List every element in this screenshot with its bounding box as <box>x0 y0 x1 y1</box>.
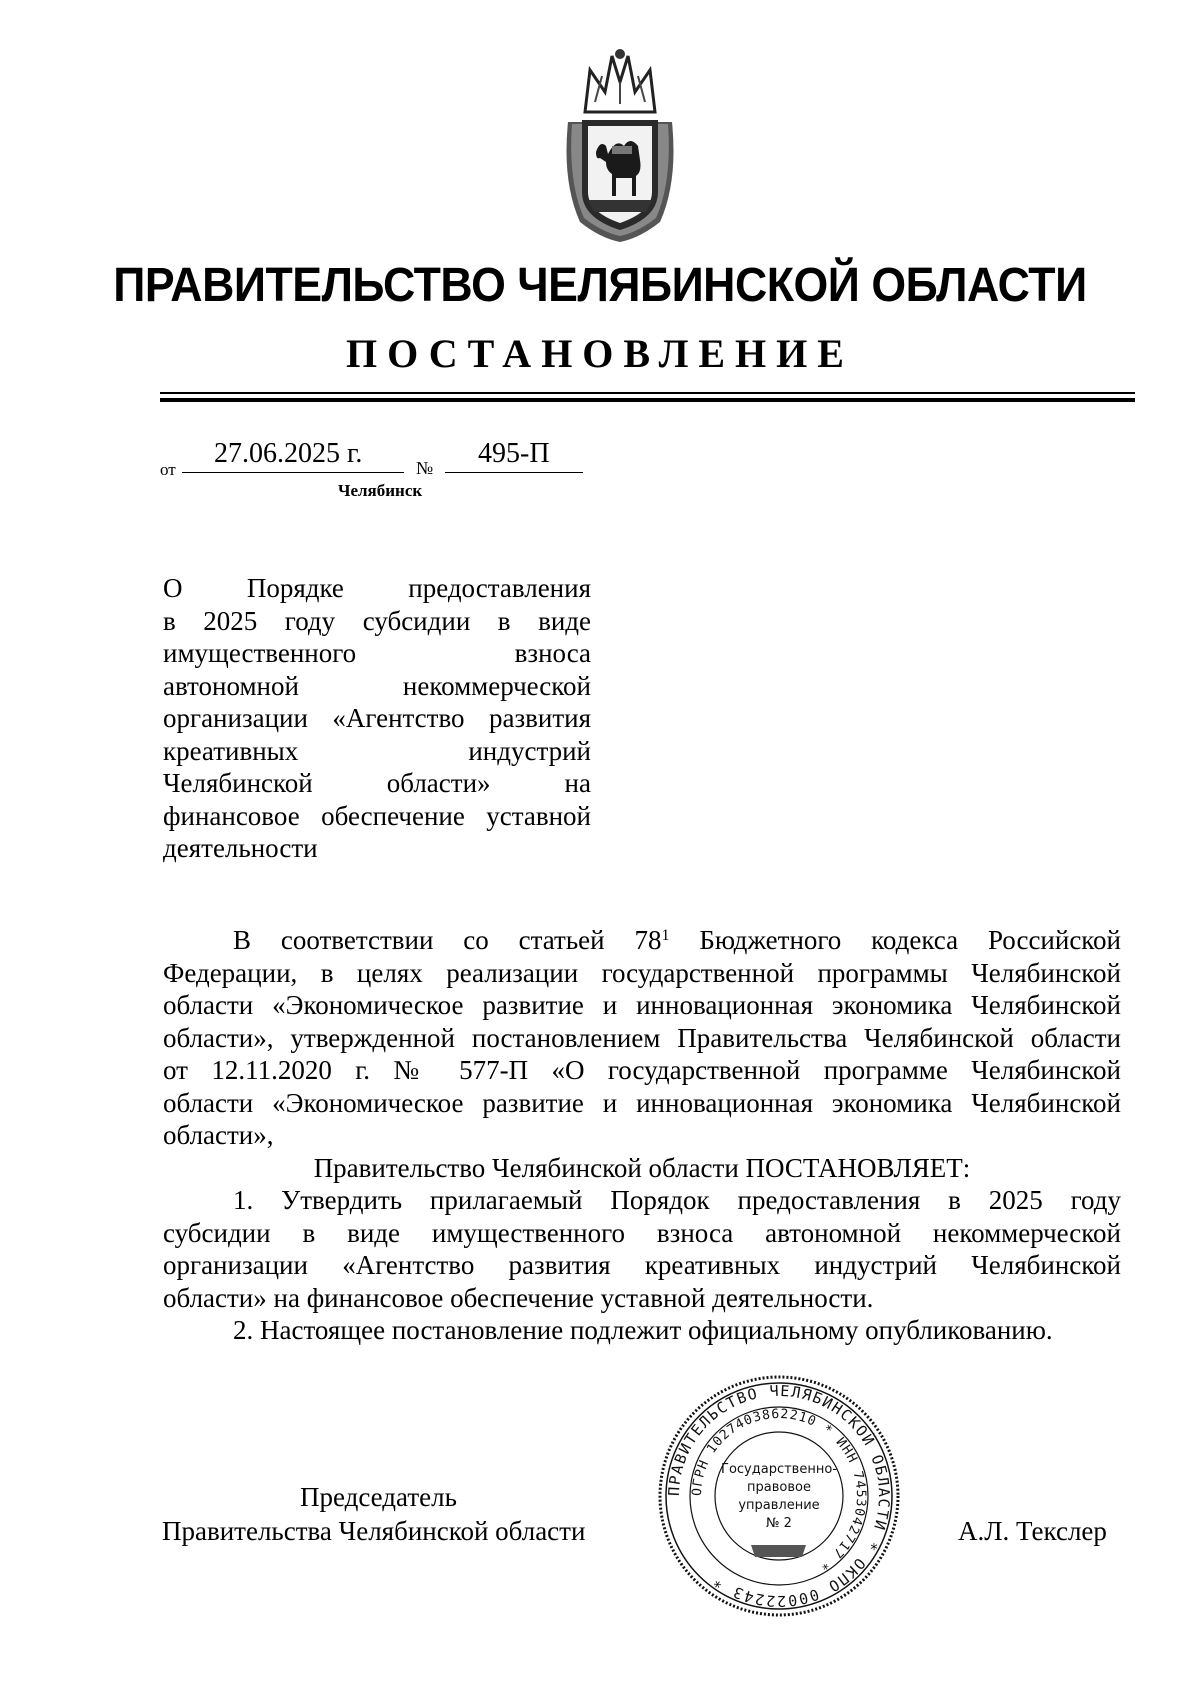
subject-line: финансовое обеспечение уставной <box>163 800 591 831</box>
body-line: области «Экономическое развитие и инновационная экономика Челябинской <box>163 990 1121 1020</box>
subject-line: в 2025 году субсидии в виде <box>163 605 591 636</box>
government-title: ПРАВИТЕЛЬСТВО ЧЕЛЯБИНСКОЙ ОБЛАСТИ <box>113 259 1087 312</box>
svg-text:№ 2: № 2 <box>766 1516 792 1531</box>
subject-line: организации «Агентство развития <box>163 703 591 733</box>
date-from-label: от <box>160 460 176 479</box>
body-line: области», утвержденной постановлением Правительства Челябинской области <box>163 1022 1121 1053</box>
coat-of-arms-emblem <box>560 42 680 242</box>
subject-line: автономной некоммерческой <box>163 670 591 701</box>
body-line: области», <box>163 1120 274 1150</box>
subject-line: О Порядке предоставления <box>163 573 591 603</box>
svg-text:управление: управление <box>738 1498 820 1513</box>
subject-line: имущественного взноса <box>163 638 591 668</box>
svg-text:ПРАВИТЕЛЬСТВО ЧЕЛЯБИНСКОЙ ОБЛА: ПРАВИТЕЛЬСТВО ЧЕЛЯБИНСКОЙ ОБЛАСТИ * ОКПО 00022243 * <box>664 1381 894 1611</box>
document-date: 27.06.2025 г. <box>214 438 363 469</box>
item-1-line: субсидии в виде имущественного взноса автономной некоммерческой <box>163 1217 1121 1248</box>
resolves-line: Правительство Челябинской области ПОСТАНОВЛЯЕТ: <box>313 1152 971 1183</box>
body-line: Федерации, в целях реализации государственной программы Челябинской <box>163 957 1121 988</box>
svg-text:Государственно-: Государственно- <box>721 1462 837 1477</box>
date-underline <box>182 472 404 473</box>
svg-text:ОГРН 1027403862210 * ИНН 74530: ОГРН 1027403862210 * ИНН 7453042717 * <box>689 1406 869 1574</box>
document-subject <box>163 572 591 865</box>
document-city: Челябинск <box>338 481 423 500</box>
signatory-name: А.Л. Текслер <box>958 1516 1107 1546</box>
signatory-title-line1: Председатель <box>300 1482 457 1512</box>
number-underline <box>445 472 583 473</box>
header-divider-thick <box>160 398 1135 402</box>
subject-line: Челябинской области» на <box>163 768 591 798</box>
subject-line: креативных индустрий <box>163 735 591 766</box>
item-1-line: организации «Агентство развития креативных индустрий Челябинской <box>163 1250 1121 1280</box>
svg-text:правовое: правовое <box>747 1480 811 1495</box>
signatory-title-line2: Правительства Челябинской области <box>162 1516 586 1546</box>
body-line: области «Экономическое развитие и инновационная экономика Челябинской <box>163 1087 1121 1118</box>
body-line: от 12.11.2020 г. № 577-П «О государственной программе Челябинской <box>163 1055 1121 1085</box>
body-line: В соответствии со статьей $78^1$ Бюджетного кодекса Российской <box>233 925 1122 955</box>
item-1-line: области» на финансовое обеспечение уставной деятельности. <box>163 1282 874 1313</box>
item-1-line: 1. Утвердить прилагаемый Порядок предоставления в 2025 году <box>233 1185 1121 1215</box>
article-superscript: 1 <box>661 927 670 944</box>
document-type-title: ПОСТАНОВЛЕНИЕ <box>346 331 854 376</box>
header-divider-thin <box>160 392 1135 394</box>
item-2-line: 2. Настоящее постановление подлежит официальному опубликованию. <box>233 1315 1053 1345</box>
official-seal-stamp <box>656 1373 902 1619</box>
number-label: № <box>416 458 434 478</box>
document-number: 495-П <box>478 438 550 469</box>
document-body <box>163 924 1121 1347</box>
subject-line: деятельности <box>163 833 318 863</box>
